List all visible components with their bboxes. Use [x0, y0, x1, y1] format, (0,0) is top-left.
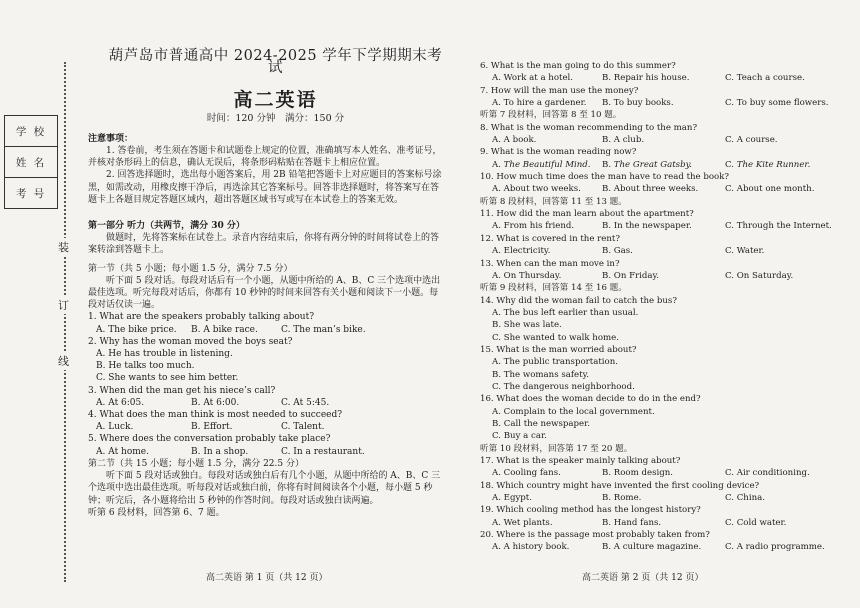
- option-row: [88, 446, 443, 458]
- left-column: [88, 50, 443, 519]
- question-stem: 7. How will the man use the money?: [480, 85, 639, 96]
- option: C. She wanted to walk home.: [492, 332, 619, 343]
- question-stem: 10. How much time does the man have to read the book?: [480, 172, 730, 183]
- option: C. At 5:45.: [281, 397, 330, 408]
- question-stem: 20. Where is the passage most probably taken from?: [480, 530, 710, 541]
- option: A. Cooling fans.: [492, 468, 561, 479]
- option: C. The man’s bike.: [281, 324, 366, 335]
- question-stem: 5. Where does the conversation probably take place?: [88, 434, 331, 445]
- exam-meta: 时间：120 分钟 满分：150 分: [206, 112, 345, 124]
- option: B. At 6:00.: [191, 397, 240, 408]
- option-book-title: The Great Gatsby.: [613, 159, 693, 170]
- option: [725, 159, 810, 171]
- option: A. About two weeks.: [492, 184, 581, 195]
- section2-intro: 听下面 5 段对话或独白。每段对话或独白后有几个小题，从题中所给的 A、B、C 三个选项中选出最佳选项。听每段对话或独白前，你将有时间阅读各个小题，每小题 5 秒钟；听完后，各小题将给出 5 秒钟的作答时间。每段对话或独白读两遍。: [88, 471, 441, 506]
- section2-title: 第二节（共 15 小题；每小题 1.5 分，满分 22.5 分）: [88, 458, 304, 469]
- option-row: [480, 541, 840, 553]
- option: C. Air conditioning.: [725, 468, 810, 479]
- section2-lead: 听第 6 段材料，回答第 6、7 题。: [88, 507, 225, 518]
- exam-number-field: 考 号: [15, 187, 47, 200]
- option: A. A history book.: [492, 542, 570, 553]
- part1-intro: 做题时，先将答案标在试卷上。录音内容结束后，你将有两分钟的时间将试卷上的答案转涂到答题卡上。: [88, 233, 440, 256]
- left-question-list: [88, 311, 443, 457]
- option-row: [480, 517, 840, 529]
- part1-title: 第一部分 听力（共两节，满分 30 分）: [88, 221, 245, 232]
- option: B. He talks too much.: [96, 361, 195, 372]
- option: [492, 159, 602, 171]
- option: A. At home.: [96, 446, 149, 457]
- option: A. From his friend.: [492, 221, 575, 232]
- page-footer-right: 高二英语 第 2 页（共 12 页）: [582, 573, 704, 583]
- option: C. Talent.: [281, 422, 325, 433]
- school-field: 学 校: [5, 116, 57, 147]
- option: B. A culture magazine.: [602, 542, 702, 553]
- material-lead: 听第 9 段材料，回答第 14 至 16 题。: [480, 283, 627, 294]
- option: C. To buy some flowers.: [725, 98, 829, 109]
- option: C. About one month.: [725, 184, 815, 195]
- option: B. In a shop.: [191, 446, 249, 457]
- material-lead: 听第 10 段材料，回答第 17 至 20 题。: [480, 443, 633, 454]
- student-info-box: [4, 115, 58, 209]
- option: A. A book.: [492, 135, 537, 146]
- question-stem: 18. Which country might have invented the first cooling device?: [480, 480, 760, 491]
- cut-mark-xian: 线: [58, 352, 69, 370]
- question-stem: 11. How did the man learn about the apartment?: [480, 209, 694, 220]
- option-row: [480, 492, 840, 504]
- option: B. A bike race.: [191, 324, 258, 335]
- question-stem: 8. What is the woman recommending to the man?: [480, 122, 698, 133]
- option: C. Through the Internet.: [725, 221, 832, 232]
- option-row: [88, 397, 443, 409]
- name-field: 姓 名: [5, 147, 57, 178]
- option: B. Repair his house.: [602, 73, 690, 84]
- option: A. The bike price.: [96, 324, 177, 335]
- option: A. At 6:05.: [96, 397, 145, 408]
- option: C. She wants to see him better.: [96, 373, 239, 384]
- option: A. Egypt.: [492, 493, 532, 504]
- binding-dotted-line: [64, 62, 66, 582]
- option: C. Cold water.: [725, 517, 787, 528]
- question-stem: 6. What is the man going to do this summer?: [480, 61, 676, 71]
- option: C. Water.: [725, 246, 765, 257]
- option: A. To hire a gardener.: [492, 98, 587, 109]
- exam-title: 葫芦岛市普通高中 2024-2025 学年下学期期末考试: [108, 48, 443, 77]
- question-stem: 13. When can the man move in?: [480, 258, 620, 269]
- note-item-2: 2. 回答选择题时，选出每小题答案后，用 2B 铅笔把答题卡上对应题目的答案标号涂黑，如需改动，用橡皮擦干净后，再选涂其它答案标号。回答非选择题时，将答案写在答题卡上各题目规定答题区域内，超出答题区域书写或写在本试卷上的答案无效。: [88, 170, 442, 205]
- section1-title: 第一节（共 5 小题；每小题 1.5 分，满分 7.5 分）: [88, 263, 293, 274]
- question-stem: 16. What does the woman decide to do in the end?: [480, 394, 701, 405]
- option-letter: C.: [725, 159, 737, 170]
- question-stem: 17. What is the speaker mainly talking about?: [480, 456, 681, 466]
- question-stem: 14. Why did the woman fail to catch the bus?: [480, 295, 677, 306]
- option-row: [88, 324, 443, 336]
- option: B. Gas.: [602, 246, 633, 257]
- question-stem: 9. What is the woman reading now?: [480, 147, 637, 158]
- cut-mark-ding: 订: [58, 296, 69, 314]
- option: B. Effort.: [191, 422, 233, 433]
- question-stem: 3. When did the man get his niece’s call?: [88, 385, 276, 396]
- option: A. The bus left earlier than usual.: [492, 307, 639, 318]
- option: C. The dangerous neighborhood.: [492, 381, 635, 392]
- option-row: [480, 97, 840, 109]
- option: A. Complain to the local government.: [492, 406, 655, 417]
- option: B. On Friday.: [602, 270, 659, 281]
- option-row: [480, 134, 840, 146]
- option: B. The womans safety.: [492, 369, 590, 380]
- option: C. On Saturday.: [725, 270, 794, 281]
- option: C. Buy a car.: [492, 431, 547, 442]
- option: A. Electricity.: [492, 246, 551, 257]
- option: A. Luck.: [96, 422, 134, 433]
- option-book-title: The Kite Runner.: [736, 159, 811, 170]
- option: A. Wet plants.: [492, 517, 553, 528]
- option: B. A club.: [602, 135, 645, 146]
- option: B. In the newspaper.: [602, 221, 692, 232]
- question-stem: 2. Why has the woman moved the boys seat?: [88, 336, 293, 347]
- right-column: [480, 60, 840, 554]
- option: B. To buy books.: [602, 98, 674, 109]
- option-row: [480, 72, 840, 84]
- notes-title: 注意事项：: [88, 133, 134, 144]
- option: A. He has trouble in listening.: [96, 349, 233, 360]
- question-stem: 4. What does the man think is most needed to succeed?: [88, 410, 343, 421]
- page-footer-left: 高二英语 第 1 页（共 12 页）: [206, 573, 328, 583]
- option: B. About three weeks.: [602, 184, 699, 195]
- option-row: [480, 245, 840, 257]
- option-letter: B.: [602, 159, 614, 170]
- option: B. Rome.: [602, 493, 642, 504]
- option-letter: A.: [492, 159, 504, 170]
- material-lead: 听第 8 段材料，回答第 11 至 13 题。: [480, 196, 627, 207]
- option: C. Teach a course.: [725, 73, 805, 84]
- option: C. A course.: [725, 135, 778, 146]
- material-lead: 听第 7 段材料，回答第 8 至 10 题。: [480, 110, 622, 121]
- option: B. Hand fans.: [602, 517, 662, 528]
- option-row: [480, 467, 840, 479]
- option: A. On Thursday.: [492, 270, 562, 281]
- option: B. Call the newspaper.: [492, 418, 591, 429]
- option-row: [480, 183, 840, 195]
- option: A. The public transportation.: [492, 357, 618, 368]
- question-stem: 15. What is the man worried about?: [480, 344, 637, 355]
- cut-mark-zhuang: 装: [58, 238, 69, 256]
- subject-title: 高二英语: [233, 89, 318, 112]
- question-stem: 19. Which cooling method has the longest history?: [480, 505, 701, 516]
- option-row: [480, 270, 840, 282]
- option-row: [480, 159, 840, 171]
- note-item-1: 1. 答卷前，考生须在答题卡和试题卷上规定的位置，准确填写本人姓名、准考证号，并核对条形码上的信息，确认无误后，将条形码粘贴在答题卡上相应位置。: [88, 146, 442, 169]
- option: B. She was late.: [492, 320, 562, 331]
- option-row: [88, 421, 443, 433]
- option-row: [480, 220, 840, 232]
- question-stem: 12. What is covered in the rent?: [480, 233, 620, 244]
- question-stem: 1. What are the speakers probably talking about?: [88, 312, 315, 323]
- option: C. China.: [725, 493, 765, 504]
- section1-intro: 听下面 5 段对话。每段对话后有一个小题，从题中所给的 A、B、C 三个选项中选出最佳选项。听完每段对话后，你都有 10 秒钟的时间来回答有关小题和阅读下一小题。每段对话仅读一遍。: [88, 275, 441, 311]
- option: C. A radio programme.: [725, 542, 825, 553]
- option: [602, 159, 725, 171]
- option: A. Work at a hotel.: [492, 73, 574, 84]
- option: C. In a restaurant.: [281, 446, 365, 457]
- option-book-title: The Beautiful Mind.: [503, 159, 591, 170]
- option: B. Room design.: [602, 468, 673, 479]
